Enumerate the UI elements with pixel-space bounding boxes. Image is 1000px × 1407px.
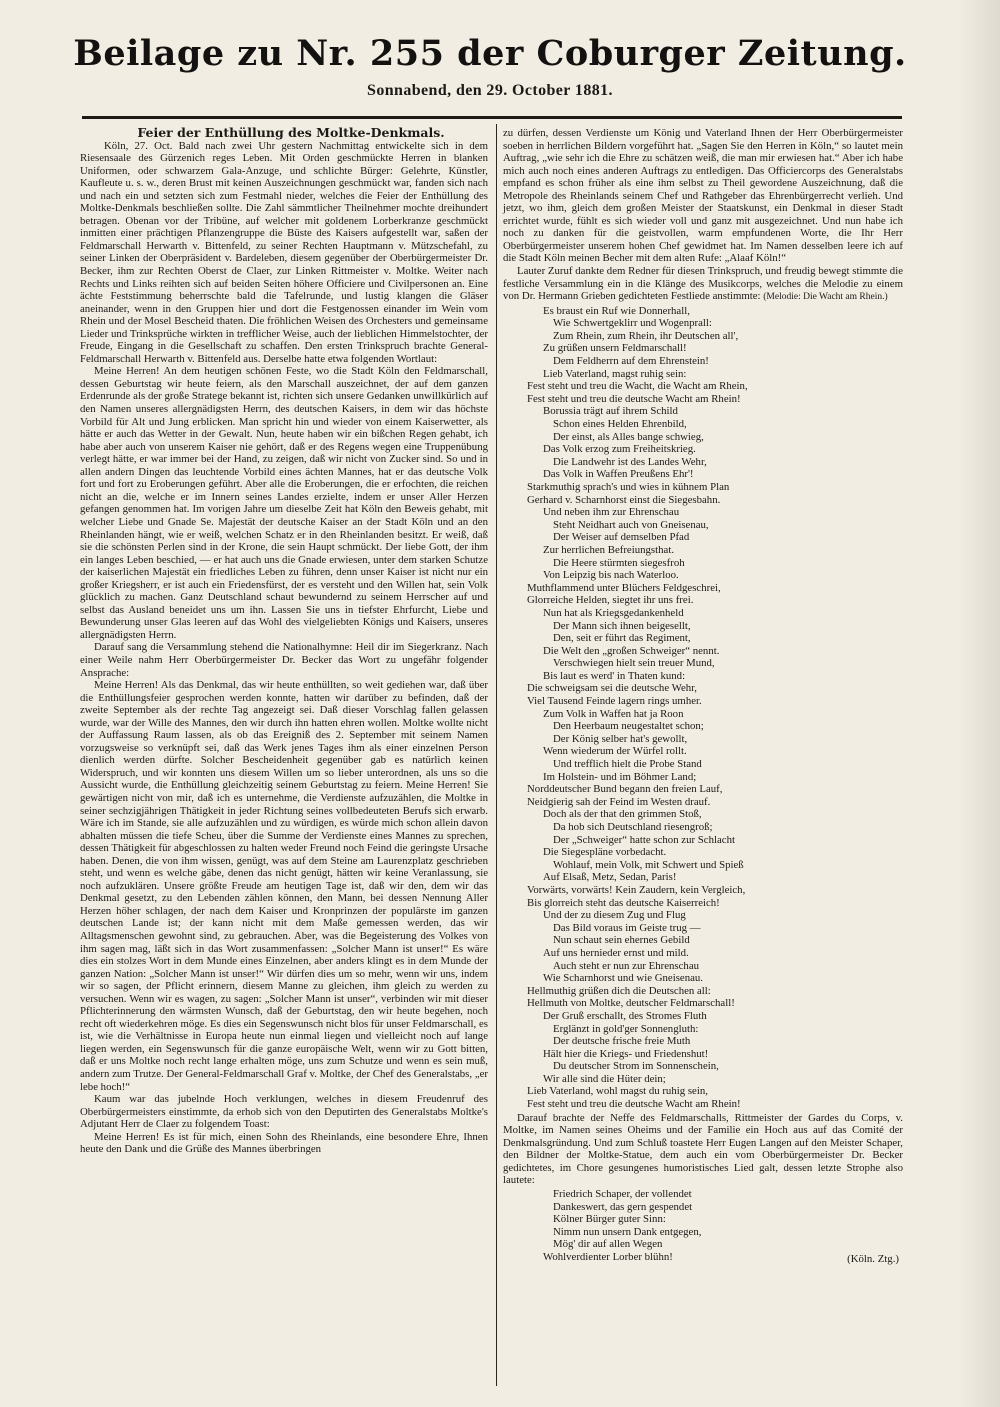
scan-edge-shadow xyxy=(958,0,1000,1407)
poem-line: Kölner Bürger guter Sinn: xyxy=(553,1213,666,1226)
article-paragraph: Darauf brachte der Neffe des Feldmarschalls, Rittmeister der Gardes du Corps, v. Moltke, im Namen seines Oheims und der Familie ein Hoch aus auf das Comité der Denkmalsgründung. Und zum Schluß toastete Herr Eugen Langen auf den Meister Schaper, den Bildner der Moltke-Statue, dem auch ein vom Oberbürgermeister Dr. Becker gedichtetes, im Chore gesungenes humoristisches Lied galt, dessen letzte Strophe also lautete: xyxy=(503,1111,903,1187)
poem-line: Wohlauf, mein Volk, mit Schwert und Spieß xyxy=(553,858,744,871)
poem-line: Lieb Vaterland, magst ruhig sein: xyxy=(543,367,687,380)
poem-line: Der deutsche frische freie Muth xyxy=(553,1035,691,1048)
article-paragraph: Darauf sang die Versammlung stehend die Nationalhymne: Heil dir im Siegerkranz. Nach einer Weile nahm Herr Oberbürgermeister Dr. Becker das Wort zu ungefähr folgender Ansprache: xyxy=(80,641,488,679)
masthead-date: Sonnabend, den 29. October 1881. xyxy=(367,82,613,99)
poem-line: Der Mann sich ihnen beigesellt, xyxy=(553,619,691,632)
article-paragraph: Meine Herren! An dem heutigen schönen Feste, wo die Stadt Köln den Feldmarschall, dessen Geburtstag wir heute feiern, als den Marschall auszeichnet, der auf dem ganzen Erdenrunde als der große Stratege bekannt ist, richten sich unsere Gedanken unwillkürlich auf den Namen unseres allergnädigsten Herrn, des deutschen Kaisers, in dem wir das höchste Vorbild für Alt und Jung erblicken. Man spricht hin und wieder von einem Kaiserwetter, als hätte er auch das Wetter in der Gewalt. Nun, heute haben wir ein bißchen Regen gehabt, ich habe aber auch von unserem Kaiser nie gehört, daß er des Regens wegen eine Truppenübung verlegt hätte, er war immer bei der Hand, zu zeigen, daß wir nicht von Zucker sind. So und in allen andern Dingen das leuchtende Vorbild eines ächten Mannes, hat er das deutsche Volk fort und fort zu Eroberungen geführt. Aber alle die Eroberungen, die er erfochten, die reichen nicht an die, welche er im Innern seines Landes erzielte, indem er unser Aller Herzen gefangen genommen hat. Im vorigen Jahre um dieselbe Zeit hat Köln den Beweis gehabt, mit welcher Liebe und Gnade Se. Majestät der deutsche Kaiser an der Stadt Köln und an den Rheinlanden hängt, wie er weiß, welchen Schatz er in den Rheinlanden besitzt. Er weiß, daß sie die schönsten Perlen sind in der Krone, die sein Haupt schmückt. Der liebe Gott, der ihm ein langes Leben beschied, — er hat auch uns die Gnade erwiesen, unter dem starken Schutze der kaiserlichen Majestät ein friedliches Leben zu führen, denn unser Kaiser ist nicht nur ein großer Kriegsherr, er ist auch ein Friedensfürst, der es versteht und den Willen hat, sein Volk glücklich zu machen. Ganz Deutschland schaut bewundernd zu seinem Herrscher auf und selbst das Ausland beneidet uns um ihn. Lassen Sie uns in tiefster Ehrfurcht, Liebe und Bewunderung unser Glas leeren auf das Wohl des vielgeliebten Königs und Kaisers, unseres allergnädigsten Herrn. xyxy=(80,365,488,641)
poem-line: Norddeutscher Bund begann den freien Lauf, xyxy=(527,783,723,796)
poem-line: Wohlverdienter Lorber blühn! xyxy=(543,1250,673,1263)
poem-line: Zum Volk in Waffen hat ja Roon xyxy=(543,707,684,720)
poem-line: Fest steht und treu die Wacht, die Wacht am Rhein, xyxy=(527,380,748,393)
poem-line: Dankeswert, das gern gespendet xyxy=(553,1200,693,1213)
poem-line: Doch als der that den grimmen Stoß, xyxy=(543,808,702,821)
poem-line: Den Heerbaum neugestaltet schon; xyxy=(553,720,704,733)
festlied-poem xyxy=(503,305,903,1111)
poem-line: Viel Tausend Feinde lagern rings umher. xyxy=(527,695,702,708)
column-divider xyxy=(496,124,497,1386)
poem-line: Borussia trägt auf ihrem Schild xyxy=(543,405,678,418)
poem-line: Dem Feldherrn auf dem Ehrenstein! xyxy=(553,355,709,368)
poem-line: Die Siegespläne vorbedacht. xyxy=(543,846,667,859)
article-paragraph xyxy=(503,265,903,304)
poem-line: Der „Schweiger“ hatte schon zur Schlacht xyxy=(553,833,735,846)
poem-line: Friedrich Schaper, der vollendet xyxy=(553,1187,692,1200)
poem-line: Die schweigsam sei die deutsche Wehr, xyxy=(527,682,697,695)
poem-line: Fest steht und treu die deutsche Wacht am Rhein! xyxy=(527,392,741,405)
poem-line: Bis laut es werd' in Thaten kund: xyxy=(543,669,686,682)
poem-line: Der einst, als Alles bange schwieg, xyxy=(553,430,704,443)
poem-line: Verschwiegen hielt sein treuer Mund, xyxy=(553,657,715,670)
poem-line: Nimm nun unsern Dank entgegen, xyxy=(553,1225,702,1238)
poem-line: Der Gruß erschallt, des Stromes Fluth xyxy=(543,1009,707,1022)
poem-line: Bis glorreich steht das deutsche Kaiserreich! xyxy=(527,896,720,909)
poem-line: Gerhard v. Scharnhorst einst die Siegesbahn. xyxy=(527,493,721,506)
article-paragraph: Kaum war das jubelnde Hoch verklungen, welches in diesem Freudenruf des Oberbürgermeisters einstimmte, da erhob sich von den Deputirten des Generalstabs Moltke's Adjutant Herr de Claer zu folgendem Toast: xyxy=(80,1093,488,1131)
poem-line: Und der zu diesem Zug und Flug xyxy=(543,909,686,922)
poem-line: Lieb Vaterland, wohl magst du ruhig sein, xyxy=(527,1085,708,1098)
masthead xyxy=(40,28,940,100)
masthead-rule xyxy=(82,116,902,119)
poem-line: Steht Neidhart auch von Gneisenau, xyxy=(553,518,709,531)
poem-line: Auf Elsaß, Metz, Sedan, Paris! xyxy=(543,871,677,884)
poem-line: Erglänzt in gold'ger Sonnengluth: xyxy=(553,1022,699,1035)
poem-line: Auch steht er nun zur Ehrenschau xyxy=(553,959,700,972)
poem-line: Auf uns hernieder ernst und mild. xyxy=(543,946,689,959)
poem-line: Vorwärts, vorwärts! Kein Zaudern, kein Vergleich, xyxy=(527,883,746,896)
poem-line: Nun hat als Kriegsgedankenheld xyxy=(543,606,684,619)
poem-line: Hellmuth von Moltke, deutscher Feldmarschall! xyxy=(527,997,735,1010)
right-column xyxy=(503,127,903,1265)
article-title: Feier der Enthüllung des Moltke-Denkmals. xyxy=(137,125,445,140)
left-column xyxy=(80,127,488,1156)
poem-line: Die Welt den „großen Schweiger“ nennt. xyxy=(543,644,720,657)
article-paragraph: zu dürfen, dessen Verdienste um König und Vaterland Ihnen der Herr Oberbürgermeister soeben in herrlichen Bildern vorgeführt hat. „Sagen Sie den Herren in Köln,“ so lautet mein Auftrag, „wie sehr ich die Ehre zu schätzen weiß, die man mir erwiesen hat.“ Aber ich habe mich auch noch eines anderen Auftrags zu entledigen. Das Officiercorps des Generalstabs empfand es schon früher als eine ihm selbst zu Theil gewordene Auszeichnung, daß die Metropole des Rheinlands seinem Chef und Rathgeber das Ehrenbürgerrecht verlieh. Und jetzt, wo ihm, gleich dem großen Meister der Staatskunst, ein Denkmal in dieser Stadt errichtet wurde, fühlt es sich wieder voll und ganz mit ausgezeichnet. Und nun habe ich noch zu danken für die geistvollen, warm empfundenen Worte, die Ihr Herr Oberbürgermeister unserem hohen Chef gewidmet hat. Im Namen desselben leere ich auf die Stadt Köln meinen Becher mit dem alten Rufe: „Alaaf Köln!“ xyxy=(503,127,903,265)
poem-line: Mög' dir auf allen Wegen xyxy=(553,1238,663,1251)
masthead-title: Beilage zu Nr. 255 der Coburger Zeitung. xyxy=(73,33,907,74)
poem-line: Nun schaut sein ehernes Gebild xyxy=(553,934,690,947)
poem-line: Du deutscher Strom im Sonnenschein, xyxy=(553,1060,719,1073)
poem-line: Glorreiche Helden, siegtet ihr uns frei. xyxy=(527,594,694,607)
poem-line: Das Volk in Waffen Preußens Ehr'! xyxy=(543,468,694,481)
article-paragraph: Meine Herren! Als das Denkmal, das wir heute enthüllten, so weit gediehen war, daß über die Enthüllungsfeier gesprochen werden konnte, hatten wir darüber zu befinden, daß der zweite September als der rechte Tag angezeigt sei. Daß dieser Vorschlag fallen gelassen wurde, war der Wille des Mannes, den wir durch ihn hatten ehren wollen. Moltke wollte nicht der Auffassung Raum lassen, als ob das Ereigniß des 2. September mit seinem Namen vorzugsweise so verknüpft sei, daß das Werk jenes Tages ihm als einer einzelnen Person dienlich werden dürfte. Solcher Bescheidenheit gegenüber gab es natürlich keinen Widerspruch, und wir konnten uns diesem Willen um so lieber unterordnen, als uns so die Aussicht wurde, die Enthüllung gleichzeitig seinem Geburtstag zu feiern. Meine Herren! Sie gewärtigen nicht von mir, daß ich es unternehme, die Verdienste aufzuzählen, die Moltke in seiner sechzigjährigen Thätigkeit in jeder Richtung seines vollbedeuteten Berufs sich erwarb. Wäre ich im Stande, sie alle aufzuzählen und zu würdigen, es würde mich schon allein davon abhalten müssen die tiefe Scheu, über die Summe der Verdienste eines Mannes zu sprechen, dessen Thätigkeit für abgeschlossen zu halten weder Freund noch Feind die geringste Ursache haben. Denen, die von ihm wissen, genügt, was auf dem Steine am Laurenzplatz geschrieben steht, und wenn es welche gäbe, denen das nicht genügt, hätten wir keine Veranlassung, sie noch aufzuklären. Unsere größte Freude am heutigen Tage ist, daß wir den, dem wir das Denkmal gesetzt, zu den Lebenden zählen können, den Mann, bei dessen Nennung Aller Herzen höher schlagen, der nach dem Kaiser und Kronprinzen der populärste im ganzen deutschen Lande ist; der kann nicht mit dem Maße gemessen werden, das wir Alltagsmenschen gewohnt sind, zu gebrauchen. Aber, was die Begeisterung des Volkes von ihm sagen mag, läßt sich in das Wort zusammenfassen: „Solcher Mann ist unser!“ Es wäre dies ein stolzes Wort in dem Munde eines Einzelnen, aber anders klingt es in dem Munde der ganzen Nation: „Solcher Mann ist unser!“ Wir dürfen dies um so mehr, wenn wir uns, indem wir so sagen, der Pflicht erinnern, diesem Manne zu gleichen, ihm gleich zu werden zu versuchen. Wenn wir es wagen, zu sagen: „Solcher Mann ist unser“, verbinden wir mit dieser Pflichterinnerung den wärmsten Wunsch, daß der Geburtstag, den wir heute begehen, noch recht oft wiederkehren möge. Es dies ein Segenswunsch nicht blos für unser Feldmarschall, es ist, wie die Verhältnisse in Europa heute nun einmal liegen und vielleicht noch auf lange liegen werden, ein Segenswunsch für die ganze europäische Welt, wenn wir zu Gott bitten, daß er uns Moltke noch recht lange erhalten möge, uns zum Schutze und wenn es sein muß, andern zum Trutze. Der General-Feldmarschall Graf v. Moltke, der Chef des Generalstabs, „er lebe hoch!“ xyxy=(80,679,488,1093)
poem-line: Und neben ihm zur Ehrenschau xyxy=(543,506,680,519)
poem-line: Die Heere stürmten siegesfroh xyxy=(553,556,685,569)
article-paragraph: Meine Herren! Es ist für mich, einen Sohn des Rheinlands, eine besondere Ehre, Ihnen heute den Dank und die Grüße des Mannes überbringen xyxy=(80,1130,488,1156)
poem-line: Das Volk erzog zum Freiheitskrieg. xyxy=(543,443,696,456)
melody-note: (Melodie: Die Wacht am Rhein.) xyxy=(763,292,888,303)
poem-line: Muthflammend unter Blüchers Feldgeschrei, xyxy=(527,581,721,594)
source-attribution: (Köln. Ztg.) xyxy=(847,1252,899,1265)
festlied-intro: Lauter Zuruf dankte dem Redner für diesen Trinkspruch, und freudig bewegt stimmte die festliche Versammlung ein in die Klänge des Musikcorps, welches die Melodie zu einem von Dr. Hermann Grieben gedichteten Festliede anstimmte: xyxy=(503,265,903,303)
poem-line: Neidgierig sah der Feind im Westen drauf. xyxy=(527,795,711,808)
poem-line: Im Holstein- und im Böhmer Land; xyxy=(543,770,697,783)
poem-line: Wie Schwertgeklirr und Wogenprall: xyxy=(553,317,712,330)
poem-line: Der König selber hat's gewollt, xyxy=(553,732,688,745)
poem-line: Zur herrlichen Befreiungsthat. xyxy=(543,543,675,556)
poem-line: Wir alle sind die Hüter dein; xyxy=(543,1072,666,1085)
article-paragraph: Köln, 27. Oct. Bald nach zwei Uhr gestern Nachmittag entwickelte sich in dem Riesensaale des Gürzenich reges Leben. Mit Orden geschmückte Herren in blanken Uniformen, oder schwarzem Gala-Anzuge, und schlichte Bürger: Gelehrte, Künstler, Kaufleute u. s. w., deren Brust mit keinen Auszeichnungen geschmückt war, fanden sich nach und nach ein und setzten sich zum Festmahl nieder, welches die Feier der Enthüllung des Moltke-Denkmals beschließen sollte. Die Zahl sämmtlicher Theilnehmer mochte dreihundert betragen. Obenan vor der Tribüne, auf welcher mit goldenem Lorberkranze geschmückt inmitten einer prächtigen Pflanzengruppe die Büste des Kaisers aufgestellt war, saßen der Feldmarschall Herwarth v. Bittenfeld, zu seiner Rechten Hauptmann v. Mützschefahl, zu seiner Linken der Oberpräsident v. Bardeleben, diesem gegenüber der Oberbürgermeister Dr. Becker, ihm zur Rechten Oberst de Claer, zur Linken Rittmeister v. Moltke. Weiter nach Rechts und Links reihten sich auf beiden Seiten höhere Officiere und Civilpersonen an. Eine ächte Feststimmung beherrschte bald die Tafelrunde, und lustig klangen die Gläser aneinander, wenn in den Gruppen hier und dort die Festgenossen einander im Wein vom Rhein und der Mosel Bescheid thaten. Die fröhlichen Weisen des Orchesters und gemeinsame Lieder und Trinksprüche wirkten in trefflicher Weise, auch der lieblichen Himmelstochter, der Freude, Eingang in die Gesellschaft zu schaffen. Den ersten Trinkspruch brachte General-Feldmarschall Herwarth v. Bittenfeld aus. Derselbe hatte etwa folgenden Wortlaut: xyxy=(80,139,488,365)
poem-line: Es braust ein Ruf wie Donnerhall, xyxy=(543,304,690,317)
poem-line: Von Leipzig bis nach Waterloo. xyxy=(543,569,679,582)
poem-line: Hält hier die Kriegs- und Friedenshut! xyxy=(543,1047,709,1060)
poem-line: Wie Scharnhorst und wie Gneisenau. xyxy=(543,972,703,985)
poem-line: Hellmuthig grüßen dich die Deutschen all: xyxy=(527,984,711,997)
poem-line: Wenn wiederum der Würfel rollt. xyxy=(543,745,687,758)
poem-line: Starkmuthig sprach's und wies in kühnem Plan xyxy=(527,480,730,493)
poem-line: Das Bild voraus im Geiste trug — xyxy=(553,921,701,934)
poem-line: Der Weiser auf demselben Pfad xyxy=(553,531,690,544)
poem-line: Die Landwehr ist des Landes Wehr, xyxy=(553,455,707,468)
poem-line: Da hob sich Deutschland riesengroß; xyxy=(553,821,713,833)
poem-line: Zu grüßen unsern Feldmarschall! xyxy=(543,342,687,355)
poem-line: Fest steht und treu die deutsche Wacht am Rhein! xyxy=(527,1098,741,1111)
poem-line: Den, seit er führt das Regiment, xyxy=(553,632,691,645)
poem-line: Schon eines Helden Ehrenbild, xyxy=(553,418,687,430)
poem-line: Zum Rhein, zum Rhein, ihr Deutschen all', xyxy=(553,329,739,342)
poem-line: Und trefflich hielt die Probe Stand xyxy=(553,758,702,771)
